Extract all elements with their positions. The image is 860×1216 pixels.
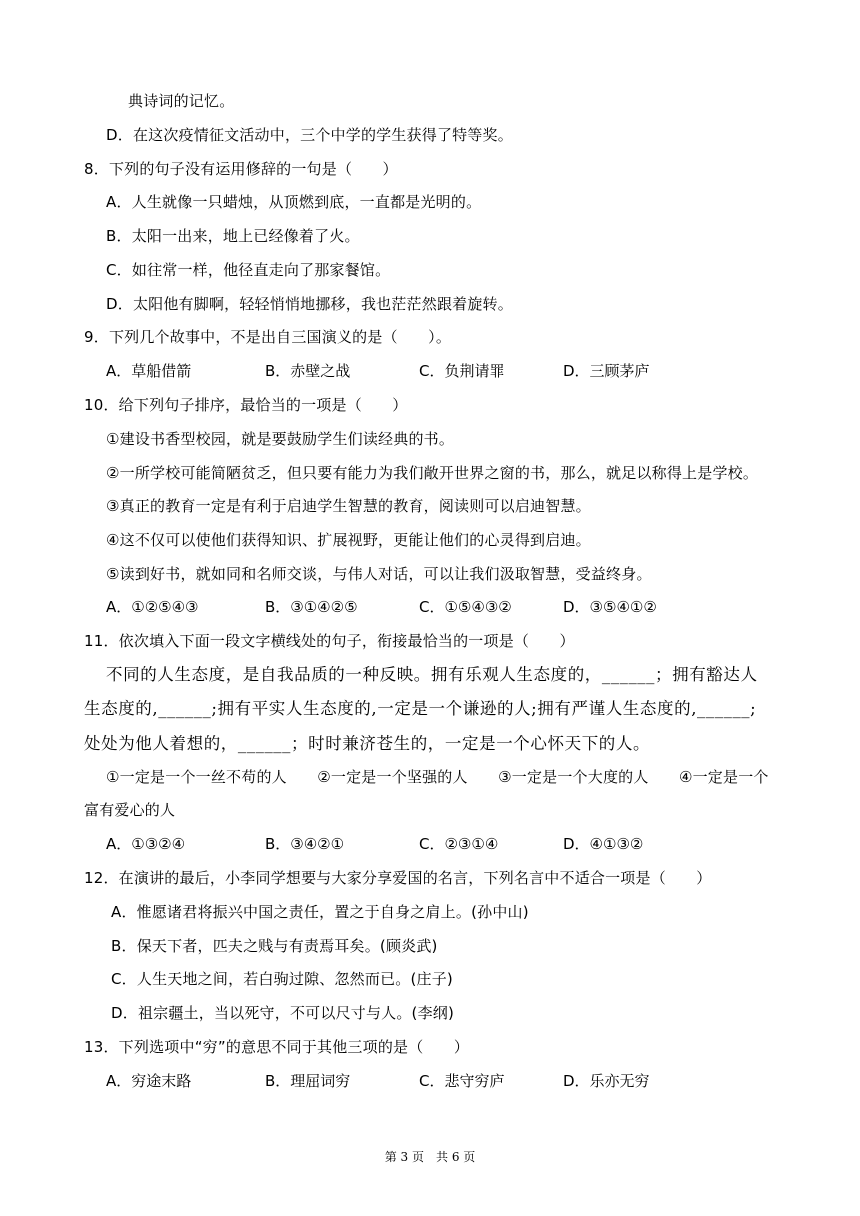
option-d: D．③⑤④①② xyxy=(563,598,657,616)
question-13: 13．下列选项中“穷”的意思不同于其他三项的是（ ） xyxy=(84,1038,470,1056)
option-d: D．祖宗疆土，当以死守，不可以尺寸与人。(李纲) xyxy=(111,1004,455,1022)
option-a: A．穷途末路 xyxy=(106,1072,192,1090)
question-11: 11．依次填入下面一段文字横线处的句子，衔接最恰当的一项是（ ） xyxy=(84,632,575,650)
option-b: B．③①④②⑤ xyxy=(265,598,358,616)
text-line: 典诗词的记忆。 xyxy=(128,92,235,110)
sentence-2: ②一所学校可能简陋贫乏，但只要有能力为我们敞开世界之窗的书，那么，就足以称得上是学校。 xyxy=(106,464,759,482)
option-c: C．①⑤④③② xyxy=(419,598,512,616)
option-b: B．保天下者，匹夫之贱与有责焉耳矣。(顾炎武) xyxy=(111,937,438,955)
question-9: 9．下列几个故事中，不是出自三国演义的是（ ）。 xyxy=(84,328,452,346)
option-c: C．负荆请罪 xyxy=(419,362,505,380)
passage-line: 生态度的,______;拥有平实人生态度的,一定是一个谦逊的人;拥有严谨人生态度的,______; xyxy=(84,699,757,718)
option-c: C．悲守穷庐 xyxy=(419,1072,505,1090)
option-a: A．惟愿诸君将振兴中国之责任，置之于自身之肩上。(孙中山) xyxy=(111,903,529,921)
option-c: C．②③①④ xyxy=(419,835,499,853)
choice-line: ①一定是一个一丝不苟的人 ②一定是一个坚强的人 ③一定是一个大度的人 ④一定是一个 xyxy=(106,768,769,786)
option-b: B．③④②① xyxy=(265,835,345,853)
question-10: 10．给下列句子排序，最恰当的一项是（ ） xyxy=(84,396,408,414)
sentence-4: ④这不仅可以使他们获得知识、扩展视野，更能让他们的心灵得到启迪。 xyxy=(106,531,591,549)
option-d: D．太阳他有脚啊，轻轻悄悄地挪移，我也茫茫然跟着旋转。 xyxy=(106,295,513,313)
sentence-1: ①建设书香型校园，就是要鼓励学生们读经典的书。 xyxy=(106,430,455,448)
passage-line: 处处为他人着想的，______；时时兼济苍生的，一定是一个心怀天下的人。 xyxy=(84,734,651,753)
sentence-3: ③真正的教育一定是有利于启迪学生智慧的教育，阅读则可以启迪智慧。 xyxy=(106,497,591,515)
question-8: 8．下列的句子没有运用修辞的一句是（ ） xyxy=(84,160,398,178)
sentence-5: ⑤读到好书，就如同和名师交谈，与伟人对话，可以让我们汲取智慧，受益终身。 xyxy=(106,565,652,583)
option-b: B．太阳一出来，地上已经像着了火。 xyxy=(106,227,360,245)
option-a: A．①②⑤④③ xyxy=(106,598,199,616)
option-d: D．在这次疫情征文活动中，三个中学的学生获得了特等奖。 xyxy=(106,126,513,144)
passage-line: 不同的人生态度，是自我品质的一种反映。拥有乐观人生态度的，______；拥有豁达人 xyxy=(106,665,758,684)
option-b: B．赤壁之战 xyxy=(265,362,351,380)
option-a: A．草船借箭 xyxy=(106,362,192,380)
option-b: B．理屈词穷 xyxy=(265,1072,351,1090)
choice-line: 富有爱心的人 xyxy=(84,801,176,819)
option-c: C．人生天地之间，若白驹过隙、忽然而已。(庄子) xyxy=(111,970,453,988)
option-d: D．乐亦无穷 xyxy=(563,1072,650,1090)
page-number: 第 3 页 共 6 页 xyxy=(384,1150,476,1164)
option-a: A．人生就像一只蜡烛，从顶燃到底，一直都是光明的。 xyxy=(106,193,482,211)
option-d: D．三顾茅庐 xyxy=(563,362,650,380)
option-c: C．如往常一样，他径直走向了那家餐馆。 xyxy=(106,261,391,279)
question-12: 12．在演讲的最后，小李同学想要与大家分享爱国的名言，下列名言中不适合一项是（ ） xyxy=(84,869,712,887)
option-a: A．①③②④ xyxy=(106,835,186,853)
option-d: D．④①③② xyxy=(563,835,644,853)
